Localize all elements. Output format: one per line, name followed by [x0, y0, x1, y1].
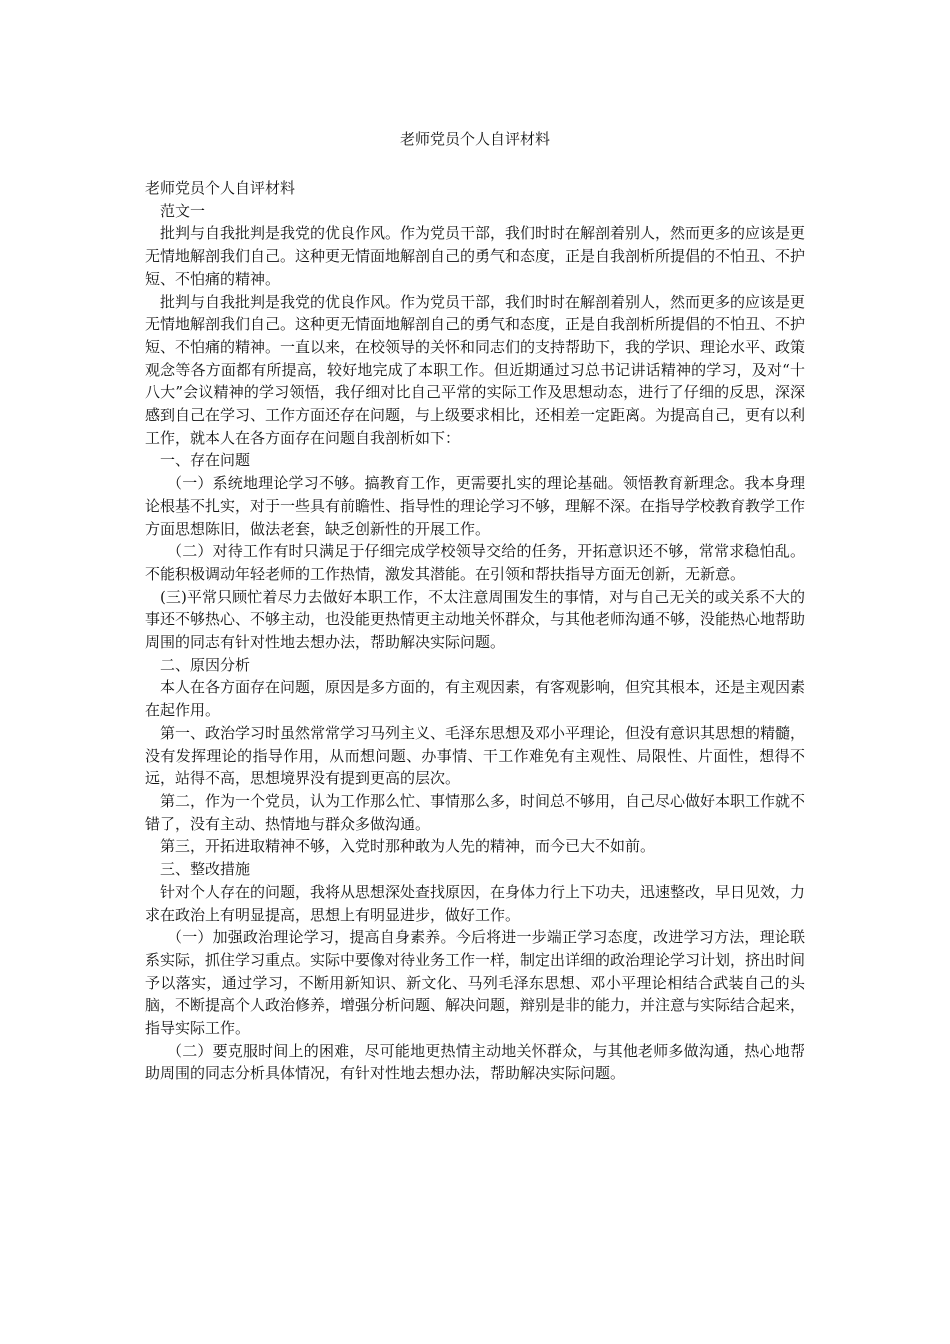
- doc-heading: 老师党员个人自评材料: [145, 179, 296, 197]
- paragraph-problem-1: （一）系统地理论学习不够。搞教育工作，更需要扎实的理论基础。领悟教育新理念。我本身理论根基不扎实，对于一些具有前瞻性、指导性的理论学习不够，理解不深。在指导学校教育教学工作方面思想陈旧，做法老套，缺乏创新性的开展工作。: [145, 474, 806, 538]
- paragraph-measure-1: （一）加强政治理论学习，提高自身素养。今后将进一步端正学习态度，改进学习方法，理论联系实际，抓住学习重点。实际中要像对待业务工作一样，制定出详细的政治理论学习计划，挤出时间予以落实，通过学习，不断用新知识、新文化、马列毛泽东思想、邓小平理论相结合武装自己的头脑，不断提高个人政治修养，增强分析问题、解决问题，辩别是非的能力，并注意与实际结合起来，指导实际工作。: [145, 928, 806, 1038]
- section-heading-measures: 三、整改措施: [160, 860, 251, 879]
- document-body: [145, 177, 805, 1085]
- section-heading-causes: 二、原因分析: [160, 655, 251, 674]
- paragraph-intro-2: 批判与自我批判是我党的优良作风。作为党员干部，我们时时在解剖着别人，然而更多的应该是更无情地解剖我们自己。这种更无情面地解剖自己的勇气和态度，正是自我剖析所提倡的不怕丑、不护短、不怕痛的精神。一直以来，在校领导的关怀和同志们的支持帮助下，我的学识、理论水平、政策观念等各方面都有所提高，较好地完成了本职工作。但近期通过习总书记讲话精神的学习，及对“十八大”会议精神的学习领悟，我仔细对比自己平常的实际工作及思想动态，进行了仔细的反思，深深感到自己在学习、工作方面还存在问题，与上级要求相比，还相差一定距离。为提高自己，更有以利工作，就本人在各方面存在问题自我剖析如下：: [145, 292, 806, 447]
- document-title: 老师党员个人自评材料: [399, 130, 550, 148]
- paragraph-cause-2: 第二，作为一个党员，认为工作那么忙、事情那么多，时间总不够用，自己尽心做好本职工作就不错了，没有主动、热情地与群众多做沟通。: [145, 791, 806, 833]
- paragraph-measure-2: （二）要克服时间上的困难，尽可能地更热情主动地关怀群众，与其他老师多做沟通，热心地帮助周围的同志分析具体情况，有针对性地去想办法，帮助解决实际问题。: [145, 1041, 805, 1083]
- paragraph-problem-3: (三)平常只顾忙着尽力去做好本职工作，不太注意周围发生的事情，对与自己无关的或关系不大的事还不够热心、不够主动，也没能更热情更主动地关怀群众，与其他老师沟通不够，没能热心地帮助周围的同志有针对性地去想办法，帮助解决实际问题。: [145, 587, 806, 652]
- paragraph-cause-summary: 本人在各方面存在问题，原因是多方面的，有主观因素，有客观影响，但究其根本，还是主观因素在起作用。: [145, 678, 806, 720]
- paragraph-measures-summary: 针对个人存在的问题，我将从思想深处查找原因，在身体力行上下功夫，迅速整改，早日见效，力求在政治上有明显提高，思想上有明显进步，做好工作。: [145, 882, 806, 924]
- paragraph-cause-1: 第一、政治学习时虽然常常学习马列主义、毛泽东思想及邓小平理论，但没有意识其思想的精髓，没有发挥理论的指导作用，从而想问题、办事情、干工作难免有主观性、局限性、片面性，想得不远，站得不高，思想境界没有提到更高的层次。: [145, 723, 806, 788]
- paragraph-cause-3: 第三，开拓进取精神不够，入党时那种敢为人先的精神，而今已大不如前。: [160, 837, 656, 856]
- sample-label: 范文一: [160, 201, 206, 220]
- paragraph-intro-1: 批判与自我批判是我党的优良作风。作为党员干部，我们时时在解剖着别人，然而更多的应该是更无情地解剖我们自己。这种更无情面地解剖自己的勇气和态度，正是自我剖析所提倡的不怕丑、不护短、不怕痛的精神。: [145, 224, 806, 288]
- paragraph-problem-2: （二）对待工作有时只满足于仔细完成学校领导交给的任务，开拓意识还不够，常常求稳怕乱。不能积极调动年轻老师的工作热情，激发其潜能。在引领和帮扶指导方面无创新，无新意。: [145, 542, 805, 583]
- section-heading-problems: 一、存在问题: [160, 451, 251, 470]
